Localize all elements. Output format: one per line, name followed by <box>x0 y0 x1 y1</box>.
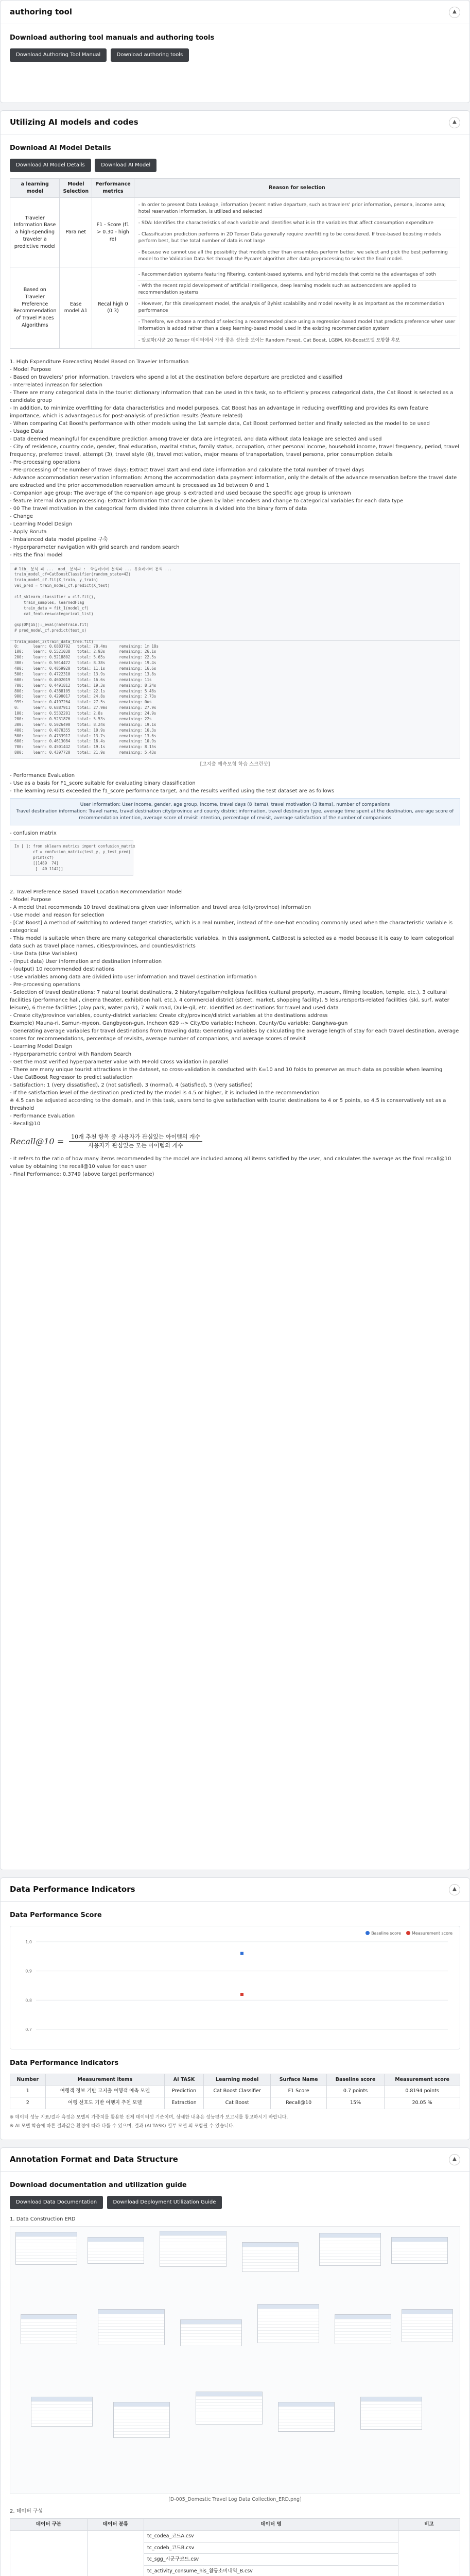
text-line: - There are many unique tourist attractions in the dataset, so cross-validation is conducted with K=10 and 10 folds to preserve as much data as possible when learning <box>10 1066 443 1073</box>
erd-label: 1. Data Construction ERD <box>10 2216 76 2223</box>
table-label: 2. 데이터 구성 <box>10 2509 43 2515</box>
text-line: - Hyperparameter navigation with grid search and random search <box>10 544 180 550</box>
text-line: ※ 4.5 can be adjusted according to the domain, and in this task, users tend to give satisfaction with tourist destinations to 4 or 5 points, so 4.5 is conservatively set as a threshold <box>10 1097 446 1111</box>
text-line: # lib_ 분석 파 ... mod_ 분석파 : 학습데이터 분석파 ... 유효데이터 분석 ... <box>14 566 172 571</box>
text-line: 400: learn: 0.4859920 total: 11.1s remaining: 16.6s <box>14 666 156 671</box>
perf-th: Learning model <box>204 2074 271 2086</box>
text-line: In [ ]: from sklearn.metrics import confusion_matrix <box>14 844 135 849</box>
perf-cell: 2 <box>10 2097 46 2109</box>
chart-svg <box>15 1931 456 2045</box>
legend-baseline: Baseline score <box>365 1930 401 1937</box>
erd-table <box>278 2402 335 2432</box>
perf-th: Surface Name <box>271 2074 327 2086</box>
text-line: - A model that recommends 10 travel destinations given user information and travel area (city/province) information <box>10 904 311 910</box>
text-line: - Selection of travel destinations: 7 natural tourist destinations, 2 history/legalism/religious facilities (cultural property, museum, filming location, temple, etc.), 3 cultural facilities (performance hall, cinema theater, exhibition hall, etc.), 4 commercial district (street, market, shopping facility), 5 leisure/sports-related facilities (ski, surf, water leisure), 6 theme facilities (play park, water park), 7 walk road, Dulle-gil, etc. Identified as destinations for travel and used data <box>10 989 449 1011</box>
recall-formula <box>10 1133 460 1150</box>
perf-row <box>10 2086 460 2097</box>
perf-cell: 여행 선호도 기반 여행지 추천 모델 <box>45 2097 164 2109</box>
annotation-panel <box>0 2147 470 2576</box>
chevron-up-icon[interactable]: ▲ <box>449 117 460 128</box>
text-line: Example) Mauna-ri, Samun-myeon, Gangbyeon-gun, Incheon 629 --> City/Do variable: Incheon, County/Gu variable: Ganghwa-gun <box>10 1020 348 1026</box>
text-line: - If the satisfaction level of the destination predicted by the model is 4.5 or higher, it is included in the recommendation <box>10 1090 320 1096</box>
text-line: - In addition, to minimize overfitting for data characteristics and model purposes, Cat Boost has an advantage in reducing overfitting and provides its own feature importance, which is advantageous for post-analysis of prediction results (feature related) <box>10 405 428 419</box>
th-metrics: Performance metrics <box>92 179 134 198</box>
perf-cell: Cat Boost <box>204 2097 271 2109</box>
erd-table <box>31 2397 93 2427</box>
text-line: - Usage Data <box>10 428 43 434</box>
text-line: - When comparing Cat Boost's performance with other models using the 1st sample data, Cat Boost performed better and finally selected as the model to be used <box>10 420 430 427</box>
training-caption: [고지출 예측모형 학습 스크린샷] <box>200 761 270 767</box>
text-line: 900: learn: 0.4290017 total: 24.8s remaining: 2.73s <box>14 694 156 699</box>
text-line: train_data = fit_1(model_cf) <box>14 605 89 611</box>
text-line: - Use as a basis for F1_score suitable for evaluating binary classification <box>10 781 196 787</box>
model-reasons <box>134 197 460 267</box>
erd-table <box>360 2397 422 2430</box>
model-selection: Para net <box>60 197 92 267</box>
ds-file: tc_codeb_코드B.csv <box>144 2542 398 2554</box>
section-heading: Download AI Model Details <box>10 144 111 152</box>
ds-row <box>10 2530 460 2542</box>
text-line: 0: learn: 0.6887911 total: 27.9ms remaining: 27.9s <box>14 705 156 710</box>
chevron-up-icon[interactable]: ▲ <box>449 2154 460 2165</box>
erd-table <box>113 2402 170 2438</box>
text-line: 800: learn: 0.4388105 total: 22.1s remaining: 5.48s <box>14 688 156 693</box>
text-line: - Performance Evaluation <box>10 1113 75 1119</box>
text-line: - City of residence, country code, gender, final education, marital status, family status, occupation, other personal income, household income, travel frequency, period, travel frequency, preferred travel, attempt (3), travel style (8), travel motivation, major means of transportation, travel persona, prior consumption details <box>10 444 460 457</box>
table-heading: Data Performance Indicators <box>10 2059 119 2067</box>
text-line: 600: learn: 0.4613084 total: 16.4s remaining: 10.9s <box>14 739 156 744</box>
text-line: - Companion age group: The average of the companion age group is extracted and used because the specific age group is unknown <box>10 490 351 496</box>
text-line: - Data deemed meaningful for expenditure prediction among traveler data are integrated, and data without data leakage are selected and used <box>10 436 382 442</box>
erd-table <box>160 2231 227 2267</box>
perf-th: Measurement items <box>45 2074 164 2086</box>
erd-table <box>196 2392 263 2425</box>
th-category: 데이터 구분 <box>10 2519 88 2531</box>
confusion-matrix-code <box>10 840 133 875</box>
model2-description <box>10 888 460 1128</box>
text-line: 300: learn: 0.5026490 total: 8.24s remaining: 19.1s <box>14 722 156 727</box>
model-selection: Ease model A1 <box>60 267 92 348</box>
ds-sub <box>88 2530 144 2576</box>
text-line: 400: learn: 0.4870355 total: 10.9s remaining: 16.3s <box>14 727 156 733</box>
erd-table <box>242 2242 299 2272</box>
download-tools-button[interactable]: Download authoring tools <box>111 48 189 62</box>
th-selection: Model Selection <box>60 179 92 198</box>
ds-file: tc_activity_consume_his_활동소비내역_B.csv <box>144 2566 398 2576</box>
annotation-header[interactable] <box>1 2148 469 2172</box>
erd-diagram <box>10 2226 460 2494</box>
reason-item: - In order to present Data Leakage, information (recent native departure, such as travelers' prior information, persona, income area; hotel reservation information, is utilized and selected <box>137 200 457 218</box>
legend-measurement: Measurement score <box>406 1930 452 1937</box>
text-line: 200: learn: 0.5231876 total: 5.53s remaining: 22s <box>14 716 152 721</box>
reason-item: - SDA: Identifies the characteristics of each variable and identifies what is in the variables that affect consumption expenditure <box>137 218 457 229</box>
text-line: - Recall@10 <box>10 1121 41 1127</box>
authoring-tool-panel <box>0 0 470 103</box>
perf-cell: 0.7 points <box>327 2086 385 2097</box>
perf-row <box>10 2097 460 2109</box>
text-line: - Satisfaction: 1 (very dissatisfied), 2 (not satisfied), 3 (normal), 4 (satisfied), 5 (very satisfied) <box>10 1082 253 1088</box>
text-line: 999: learn: 0.4197264 total: 27.5s remaining: 0us <box>14 700 152 705</box>
perf-cell: 여행객 정보 기반 고지출 여행객 예측 모델 <box>45 2086 164 2097</box>
text-line: - Apply Boruta <box>10 529 47 535</box>
recall-denominator: 사용자가 관심있는 모든 아이템의 개수 <box>88 1142 183 1149</box>
reason-item: - Therefore, we choose a method of selecting a recommended place using a regression-based model that predicts preference when user information is added rather than a deep learning-based model used in the existing recommendation system <box>137 317 457 335</box>
ds-remark <box>398 2530 460 2576</box>
text-line: - Model Purpose <box>10 366 51 372</box>
text-line: - Use Data (Use Variables) <box>10 951 78 957</box>
reason-item: - 알로하(시군 20 Tensor 데이터에서 가장 좋은 성능을 보이는 Random Forest, Cat Boost, LGBM, Kit-Boost모델 포함할 후보 <box>138 337 400 343</box>
erd-table <box>319 2233 381 2266</box>
text-line: # pred_model_cf.predict(test_x) <box>14 628 86 633</box>
text-line: - Imbalanced data model pipeline 구축 <box>10 536 108 543</box>
text-line: - This model is suitable when there are many categorical characteristic variables. In this assignment, CatBoost is selected as a model because it is easy to learn categorical data such as travel place names, cities/provinces, and counties/districts <box>10 935 454 949</box>
ai-models-header[interactable] <box>1 111 469 134</box>
perf-th: AI TASK <box>165 2074 204 2086</box>
model-metric: F1 - Score (f1 > 0.30 - high re) <box>92 197 134 267</box>
text-line: 1. High Expenditure Forecasting Model Based on Traveler Information <box>10 359 189 365</box>
text-line: train_model_2(train_data_tree.fit) <box>14 639 94 644</box>
th-name: 데이터 명 <box>144 2519 398 2531</box>
info-destination: Travel destination information: Travel name, travel destination city/province and county district information, travel destination type, average time spent at the destination, average score of recommendation intention, average score of revisit intention, percentage of revisit, average satisfaction of the number of companions <box>16 809 454 821</box>
performance-header[interactable] <box>1 1878 469 1902</box>
panel-title: Data Performance Indicators <box>10 1884 135 1894</box>
y-tick-label: 0.9 <box>25 1969 32 1974</box>
reason-item: - Because we cannot use all the possibility that models other than ensembles perform better, we select and pick the best performing model to the Validation Data Set through the Pycaret algorithm after data preprocessing to select the final model. <box>138 250 448 262</box>
erd-caption: [D-005_Domestic Travel Log Data Collection_ERD.png] <box>168 2497 302 2503</box>
text-line: - Model Purpose <box>10 896 51 903</box>
download-guide-button[interactable]: Download Deployment Utilization Guide <box>107 2196 222 2210</box>
text-line: - [Cat Boost] A method of switching to ordered target statistics, which is a real number, instead of the one-hot encoding commonly used when the characteristic variable is categorical <box>10 920 453 934</box>
th-reason: Reason for selection <box>134 179 460 198</box>
confusion-matrix-label: - confusion matrix <box>10 831 57 837</box>
data-structure-table <box>10 2518 460 2576</box>
download-model-button[interactable]: Download AI Model <box>95 159 156 173</box>
text-line: 700: learn: 0.4501442 total: 19.1s remaining: 8.15s <box>14 744 156 750</box>
text-line: - Final Performance: 0.3749 (above target performance) <box>10 1171 154 1177</box>
erd-table <box>21 2314 77 2344</box>
model-name: Based on Traveler Preference Recommendation of Travel Places Algorithms <box>10 267 60 348</box>
text-line: train_model_cf=CatBoostClassifier(random_state=42) <box>14 572 131 577</box>
perf-th: Number <box>10 2074 46 2086</box>
reason-item: - With the recent rapid development of artificial intelligence, deep learning models such as autoencoders are applied to recommendation systems <box>137 281 457 299</box>
text-line: train_samples, learnedFlag <box>14 600 84 605</box>
text-line: - Performance Evaluation <box>10 773 75 779</box>
data-performance-panel <box>0 1877 470 2140</box>
text-line: - Use model and reason for selection <box>10 912 105 918</box>
text-line: - Change <box>10 513 33 519</box>
data-point-baseline-score <box>240 1952 243 1955</box>
text-line: [[1489 74] <box>14 861 59 866</box>
reason-item: - Classification prediction performs in 2D Tensor Data generally require overfitting to be considered. If tree-based boosting models perform best, but the total number of data is not large <box>137 229 457 247</box>
recall-formula-lhs: Recall@10 = <box>10 1136 64 1146</box>
model-table <box>10 178 460 348</box>
download-model-details-button[interactable]: Download AI Model Details <box>10 159 91 173</box>
authoring-tool-header[interactable] <box>1 1 469 24</box>
download-documentation-button[interactable]: Download Data Documentation <box>10 2196 103 2210</box>
text-line: - (output) 10 recommended destinations <box>10 966 115 972</box>
text-line: 600: learn: 0.4602019 total: 16.6s remaining: 11s <box>14 677 152 682</box>
text-line: - Pre-processing operations <box>10 981 80 988</box>
text-line: - Learning Model Design <box>10 1043 73 1049</box>
training-log <box>10 640 460 759</box>
recall-numerator: 10개 추천 항목 중 사용자가 관심있는 아이템의 개수 <box>69 1133 202 1142</box>
text-line: - Fits the final model <box>10 552 63 558</box>
text-line: - It refers to the ratio of how many items recommended by the model are included among all items satisfied by the user, and calculates the average as the final recall@10 value by obtaining the recall@10 value for each user <box>10 1156 451 1170</box>
text-line: 2. Travel Preference Based Travel Location Recommendation Model <box>10 889 183 895</box>
th-remark: 비고 <box>398 2519 460 2531</box>
text-line: - The learning results exceeded the f1_score performance target, and the results verified using the test dataset are as follows <box>10 788 335 794</box>
performance-chart <box>10 1926 460 2049</box>
th-model: a learning model <box>10 179 60 198</box>
model1-description <box>10 358 460 559</box>
text-line: 0: learn: 0.6883792 total: 78.4ms remaining: 1m 18s <box>14 643 159 649</box>
data-point-measurement-score <box>240 1993 243 1996</box>
ai-models-panel <box>0 110 470 1870</box>
perf-cell: Cat Boost Classifier <box>204 2086 271 2097</box>
text-line: - Create city/province variables, county-district variables: Create city/province/district variables at the destinations address <box>10 1012 328 1019</box>
y-tick-label: 0.7 <box>25 2027 32 2032</box>
erd-table <box>257 2304 319 2343</box>
text-line: 100: learn: 0.5532201 total: 2.8s remaining: 24.9s <box>14 711 156 716</box>
text-line: train_model_cf.fit(X_train, y_train) <box>14 578 98 583</box>
panel-title: Annotation Format and Data Structure <box>10 2154 178 2164</box>
text-line: 500: learn: 0.4722310 total: 13.9s remaining: 13.8s <box>14 671 156 676</box>
perf-cell: 15% <box>327 2097 385 2109</box>
text-line: - Use CatBoost Regressor to predict satisfaction <box>10 1074 133 1080</box>
text-line: [ 40 1142]] <box>14 866 63 871</box>
text-line: 200: learn: 0.5218802 total: 5.65s remaining: 22.5s <box>14 655 156 660</box>
info-user: User Information: User Income, gender, age group, income, travel days (8 items), travel motivation (3 items), number of companions <box>80 802 390 808</box>
y-tick-label: 1.0 <box>25 1939 32 1944</box>
perf-cell: 0.8194 points <box>385 2086 460 2097</box>
perf-cell: 20.05 % <box>385 2097 460 2109</box>
model-reasons <box>134 267 460 348</box>
ds-file: tc_codea_코드A.csv <box>144 2530 398 2542</box>
text-line: - Use variables among data are divided into user information and travel destination information <box>10 974 257 980</box>
perf-cell: Recall@10 <box>271 2097 327 2109</box>
erd-table <box>335 2314 391 2344</box>
erd-table <box>402 2309 453 2342</box>
perf-cell: Extraction <box>165 2097 204 2109</box>
text-line: - Get the most verified hyperparameter value with M-Fold Cross Validation in parallel <box>10 1059 229 1065</box>
download-manual-button[interactable]: Download Authoring Tool Manual <box>10 48 107 62</box>
text-line: - Advance accommodation reservation information: Among the accommodation data payment information, only the details of the advance reservation before the travel date are extracted and the prior accommodation reservation amount is processed as 1d between 0 and 1 <box>10 474 457 488</box>
chart-legend <box>365 1930 452 1937</box>
text-line: gsp(DM[GS]):_eval(nameTrain.fit) <box>14 622 89 628</box>
note-1: ※ 데이터 성능 지표/결과 측정은 모델의 가중치를 활용한 전체 데이터셋 기준이며, 상세한 내용은 성능평가 보고서를 참고하시기 바랍니다. <box>10 2114 288 2120</box>
performance-evaluation <box>10 772 460 795</box>
text-line: 700: learn: 0.4491812 total: 19.3s remaining: 8.24s <box>14 683 156 688</box>
erd-table <box>88 2237 144 2264</box>
note-2: ※ AI 모델 학습에 따른 결과값은 환경에 따라 다를 수 있으며, 결과 (AI TASK) 일부 모델 의 포함될 수 있습니다. <box>10 2124 235 2129</box>
text-line: - (Input data) User information and destination information <box>10 958 162 964</box>
training-code <box>10 563 460 644</box>
panel-title: authoring tool <box>10 7 73 16</box>
text-line: 800: learn: 0.4397720 total: 21.9s remaining: 5.43s <box>14 750 156 755</box>
chart-heading: Data Performance Score <box>10 1911 102 1919</box>
y-tick-label: 0.8 <box>25 1998 32 2003</box>
text-line: - Pre-processing of the number of travel days: Extract travel start and end date information and calculate the total number of travel days <box>10 467 364 473</box>
text-line: - There are many categorical data in the tourist dictionary information that can be used in this task, so to efficiently process categorical data, the Cat Boost is selected as a candidate group <box>10 389 454 403</box>
perf-th: Measurement score <box>385 2074 460 2086</box>
text-line: - Hyperparametric control with Random Search <box>10 1051 132 1057</box>
chevron-up-icon[interactable]: ▲ <box>449 7 460 18</box>
erd-table <box>15 2232 77 2265</box>
text-line: - Interrelated in/reason for selection <box>10 382 103 388</box>
section-heading: Download authoring tool manuals and authoring tools <box>10 34 215 42</box>
perf-th: Baseline score <box>327 2074 385 2086</box>
erd-table <box>391 2237 448 2264</box>
text-line: clf_sklearn_classifier = clf.fit(), <box>14 594 96 599</box>
erd-table <box>98 2309 165 2345</box>
th-classification: 데이터 분류 <box>88 2519 144 2531</box>
model-name: Traveler Information Base a high-spending traveler a predictive model <box>10 197 60 267</box>
text-line: val_pred = train_model_cf.predict(X_test) <box>14 583 110 588</box>
text-line: 100: learn: 0.5521038 total: 2.93s remaining: 26.1s <box>14 649 156 654</box>
text-line: 300: learn: 0.5014472 total: 8.38s remaining: 19.4s <box>14 660 156 666</box>
section-heading: Download documentation and utilization guide <box>10 2181 187 2189</box>
panel-title: Utilizing AI models and codes <box>10 117 138 127</box>
text-line: - Generating average variables for travel destinations from traveling data: Generating variables by calculating the average length of stay for each travel destination, average scores for recommendations, percentage of revisits, average number of companions, and average scores of revisit <box>10 1028 459 1042</box>
model-row <box>10 197 460 267</box>
text-line: cf = confusion_matrix(test_y, y_test_pred) <box>14 850 131 855</box>
erd-table <box>180 2319 242 2346</box>
ds-file: tc_sgg_시군구코드.csv <box>144 2554 398 2566</box>
chevron-up-icon[interactable]: ▲ <box>449 1884 460 1895</box>
info-box <box>10 798 460 825</box>
text-line: - Pre-processing operations <box>10 459 80 465</box>
ds-group <box>10 2530 88 2576</box>
performance-table <box>10 2074 460 2109</box>
text-line: - 00 The travel motivation in the categorical form divided into three columns is divided into the binary form of data <box>10 505 307 512</box>
model-row <box>10 267 460 348</box>
text-line: - feature internal data preprocessing: Extract information that cannot be given by label encoders and change to categorical variables for each data type <box>10 498 404 504</box>
text-line: - Based on travelers' prior information, travelers who spend a lot at the destination before departure are predicted and classified <box>10 374 343 380</box>
model2-evaluation <box>10 1155 460 1178</box>
reason-item: - Recommendation systems featuring filtering, content-based systems, and hybrid models that combine the advantages of both <box>137 269 457 281</box>
text-line: - Learning Model Design <box>10 521 73 527</box>
text-line: 500: learn: 0.4733917 total: 13.7s remaining: 13.6s <box>14 733 156 738</box>
text-line: print(cf) <box>14 855 54 860</box>
perf-cell: Prediction <box>165 2086 204 2097</box>
model-metric: Recal high 0 (0.3) <box>92 267 134 348</box>
perf-cell: F1 Score <box>271 2086 327 2097</box>
perf-cell: 1 <box>10 2086 46 2097</box>
reason-item: - However, for this development model, the analysis of Byhist scalability and model novelty is as important as the recommendation performance <box>137 299 457 317</box>
text-line: cat_features=categorical_list) <box>14 611 94 616</box>
